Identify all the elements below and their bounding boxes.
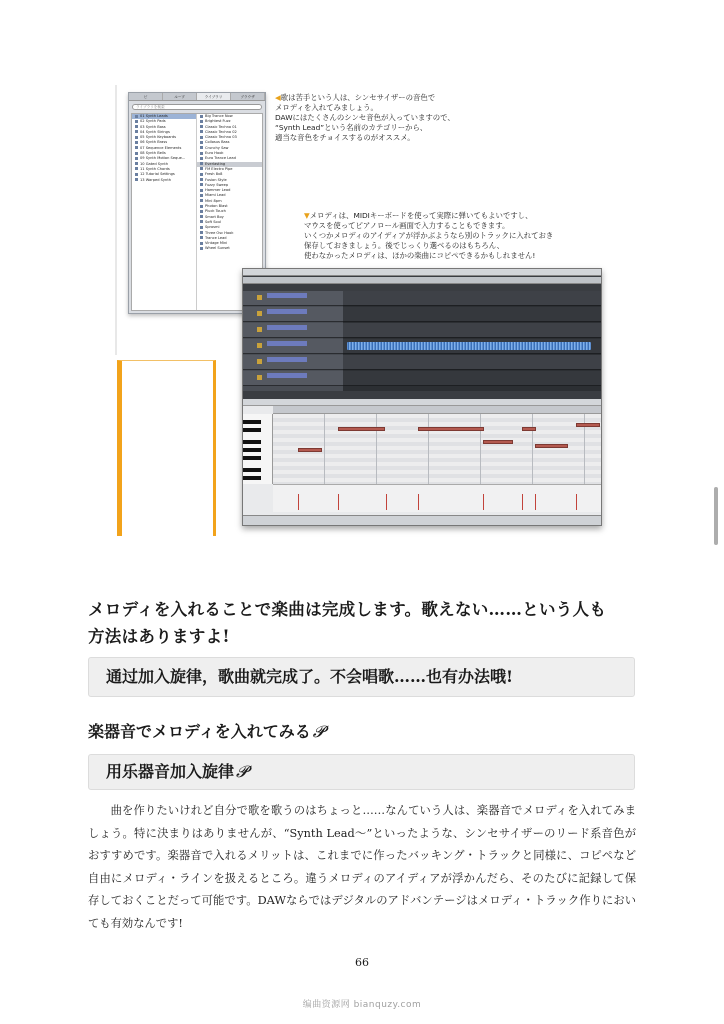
patch-icon [200,194,203,197]
library-tab: ブラウザ [231,93,265,100]
callout-synth-sound [275,93,475,143]
library-patch-item: Sprosmi [197,225,262,230]
folder-icon [135,141,138,144]
library-search-field: ライブラリを検索 [132,104,262,110]
callout-line: “Synth Lead”という名前のカテゴリーから、 [275,123,428,132]
track-header [243,355,343,370]
daw-footer [243,515,601,525]
library-patch-item: Crunchy Saw [197,146,262,151]
library-patch-item: Wheel Sunset [197,246,262,251]
library-category-item: 11 Synth Chords [132,167,196,172]
track-header [243,307,343,322]
patch-icon [200,130,203,133]
library-patch-item: Fuzzy Sweep [197,183,262,188]
library-category-item: 02 Synth Pads [132,119,196,124]
daw-screenshot [242,268,602,526]
patch-icon [200,210,203,213]
library-patch-item: FM Electro Pipe [197,167,262,172]
folder-icon [135,173,138,176]
orange-frame-decoration [117,360,216,536]
library-category-item: 12 Tutorial Settings [132,172,196,177]
library-patch-item: Brightest Fuzz [197,119,262,124]
track-lane [343,323,601,338]
daw-transport-bar [243,277,601,284]
callout-line: いくつかメロディのアイディアが浮かぶようなら別のトラックに入れておき [304,231,554,240]
folder-icon [135,178,138,181]
folder-icon [135,125,138,128]
patch-icon [200,247,203,250]
patch-icon [200,189,203,192]
patch-icon [200,242,203,245]
p-mark-icon: 𝓟 [312,722,325,741]
library-patch-item: Fusion Style [197,178,262,183]
audio-waveform [347,342,591,350]
library-patch-item: Hammer Lead [197,188,262,193]
library-category-item: 06 Synth Brass [132,140,196,145]
library-patch-item: Photon Blast [197,204,262,209]
folder-icon [135,152,138,155]
patch-icon [200,136,203,139]
track-lane [343,291,601,306]
patch-icon [200,157,203,160]
folder-icon [135,136,138,139]
library-category-item: 04 Synth Strings [132,130,196,135]
folder-icon [135,115,138,118]
patch-icon [200,146,203,149]
track-lane [343,371,601,386]
folder-icon [135,130,138,133]
callout-line: メロディを入れてみましょう。 [275,103,378,112]
folder-icon [135,157,138,160]
daw-arrange-area [343,291,601,391]
library-patch-item: Classic Techno 01 [197,125,262,130]
library-tab: ビ [129,93,163,100]
library-tab: ループ [163,93,197,100]
patch-icon [200,178,203,181]
piano-keyboard [243,414,273,484]
folder-icon [135,162,138,165]
callout-melody-input [304,211,604,261]
section-heading-text: 楽器音でメロディを入れてみる [88,722,311,741]
daw-track-headers [243,291,343,391]
track-header [243,323,343,338]
callout-line: 使わなかったメロディは、ほかの楽曲にコピペできるかもしれません! [304,251,536,260]
scrollbar[interactable] [714,487,718,545]
library-patch-item: Mini 8pm [197,199,262,204]
library-category-item: 05 Synth Keyboards [132,135,196,140]
triangle-left-icon: ◀ [275,93,281,102]
midi-note [535,444,568,448]
patch-icon [200,125,203,128]
patch-icon [200,162,203,165]
main-heading-line: メロディを入れることで楽曲は完成します。歌えない……という人も [88,600,607,619]
library-tabs [129,93,265,101]
track-header [243,371,343,386]
page-number: 66 [355,956,369,969]
callout-line: 保存しておきましょう。後でじっくり選べるのはもちろん、 [304,241,504,250]
patch-icon [200,215,203,218]
midi-note [338,427,385,431]
patch-icon [200,236,203,239]
patch-icon [200,220,203,223]
translation-box-main: 通过加入旋律，歌曲就完成了。不会唱歌……也有办法哦! [88,657,635,697]
patch-icon [200,152,203,155]
callout-line: 適当な音色をチョイスするのがオススメ。 [275,133,415,142]
patch-icon [200,173,203,176]
patch-icon [200,167,203,170]
piano-roll-grid [273,414,601,484]
callout-line: ▼メロディは、MIDIキーボードを使って実際に弾いてもよいですし、 [304,211,533,220]
library-category-list [132,114,197,310]
library-patch-item: Euro Trance Lead [197,156,262,161]
track-header [243,339,343,354]
library-category-item: 08 Synth Bells [132,151,196,156]
library-patch-item: Three Osc Hook [197,231,262,236]
velocity-lane [273,484,601,512]
body-paragraph: 曲を作りたいけれど自分で歌を歌うのはちょっと……なんていう人は、楽器音でメロディを入れてみましょう。特に決まりはありませんが、“Synth Lead〜”といったような、シンセサイザーのリード系音色がおすすめです。楽器音で入れるメリットは、これまでに作ったバッキング・トラックと同様に、コピペなど自由にメロディ・ラインを扱えるところ。違うメロディのアイディアが浮かんだら、そのたびに記録して保存しておくことだって可能です。DAWならではデジタルのアドバンテージはメロディ・トラック作りにおいても有効なんです! [88,804,636,930]
library-patch-item: Trance Lead [197,236,262,241]
patch-icon [200,115,203,118]
patch-icon [200,205,203,208]
library-patch-item: Collosus Bass [197,140,262,145]
callout-line: DAWにはたくさんのシンセ音色が入っていますので、 [275,113,455,122]
library-category-item: 01 Synth Leads [132,114,196,119]
track-lane [343,355,601,370]
library-category-item: 03 Synth Bass [132,125,196,130]
folder-icon [135,146,138,149]
piano-roll-toolbar [243,399,601,406]
watermark: 编曲资源网 bianquzy.com [302,1000,422,1010]
library-patch-item: Soft Soul [197,220,262,225]
patch-icon [200,120,203,123]
p-mark-icon: 𝓟 [236,762,248,781]
callout-line: ◀歌は苦手という人は、シンセサイザーの音色で [275,93,436,102]
library-patch-item: Big Trance Now [197,114,262,119]
folder-icon [135,167,138,170]
daw-toolbar [243,269,601,276]
library-category-item: 13 Warped Synth [132,178,196,183]
translation-box-sub [88,754,635,790]
patch-icon [200,183,203,186]
patch-icon [200,226,203,229]
library-patch-item: Euro Hook [197,151,262,156]
library-patch-item: Pluck Touch [197,209,262,214]
piano-roll [243,399,601,515]
track-lane [343,307,601,322]
library-patch-item: Vintage Mini [197,241,262,246]
page-margin-rule [115,85,117,355]
library-patch-item: Fresh 8x8 [197,172,262,177]
library-patch-item: Classic Techno 03 [197,135,262,140]
track-header [243,291,343,306]
midi-note [522,427,536,431]
library-tab: ライブラリ [197,93,231,100]
folder-icon [135,120,138,123]
library-patch-item: Miami Lead [197,193,262,198]
midi-note [298,448,322,452]
library-category-item: 09 Synth Motion Seque... [132,156,196,161]
triangle-down-icon: ▼ [304,211,310,220]
main-heading-line: 方法はありますよ! [88,627,230,646]
midi-note [483,440,513,444]
piano-roll-ruler [273,406,601,414]
midi-note [418,427,484,431]
library-patch-item: Everlasting [197,162,262,167]
callout-line: マウスを使ってピアノロール画面で入力することもできます。 [304,221,510,230]
library-category-item: 07 Sequence Elements [132,146,196,151]
section-heading [88,721,324,743]
library-category-item: 10 Gated Synth [132,162,196,167]
patch-icon [200,199,203,202]
library-patch-item: Smart Boy [197,215,262,220]
translation-sub-text: 用乐器音加入旋律 [106,762,235,781]
main-heading [88,596,648,650]
midi-note [576,423,600,427]
patch-icon [200,231,203,234]
library-patch-item: Classic Techno 02 [197,130,262,135]
patch-icon [200,141,203,144]
